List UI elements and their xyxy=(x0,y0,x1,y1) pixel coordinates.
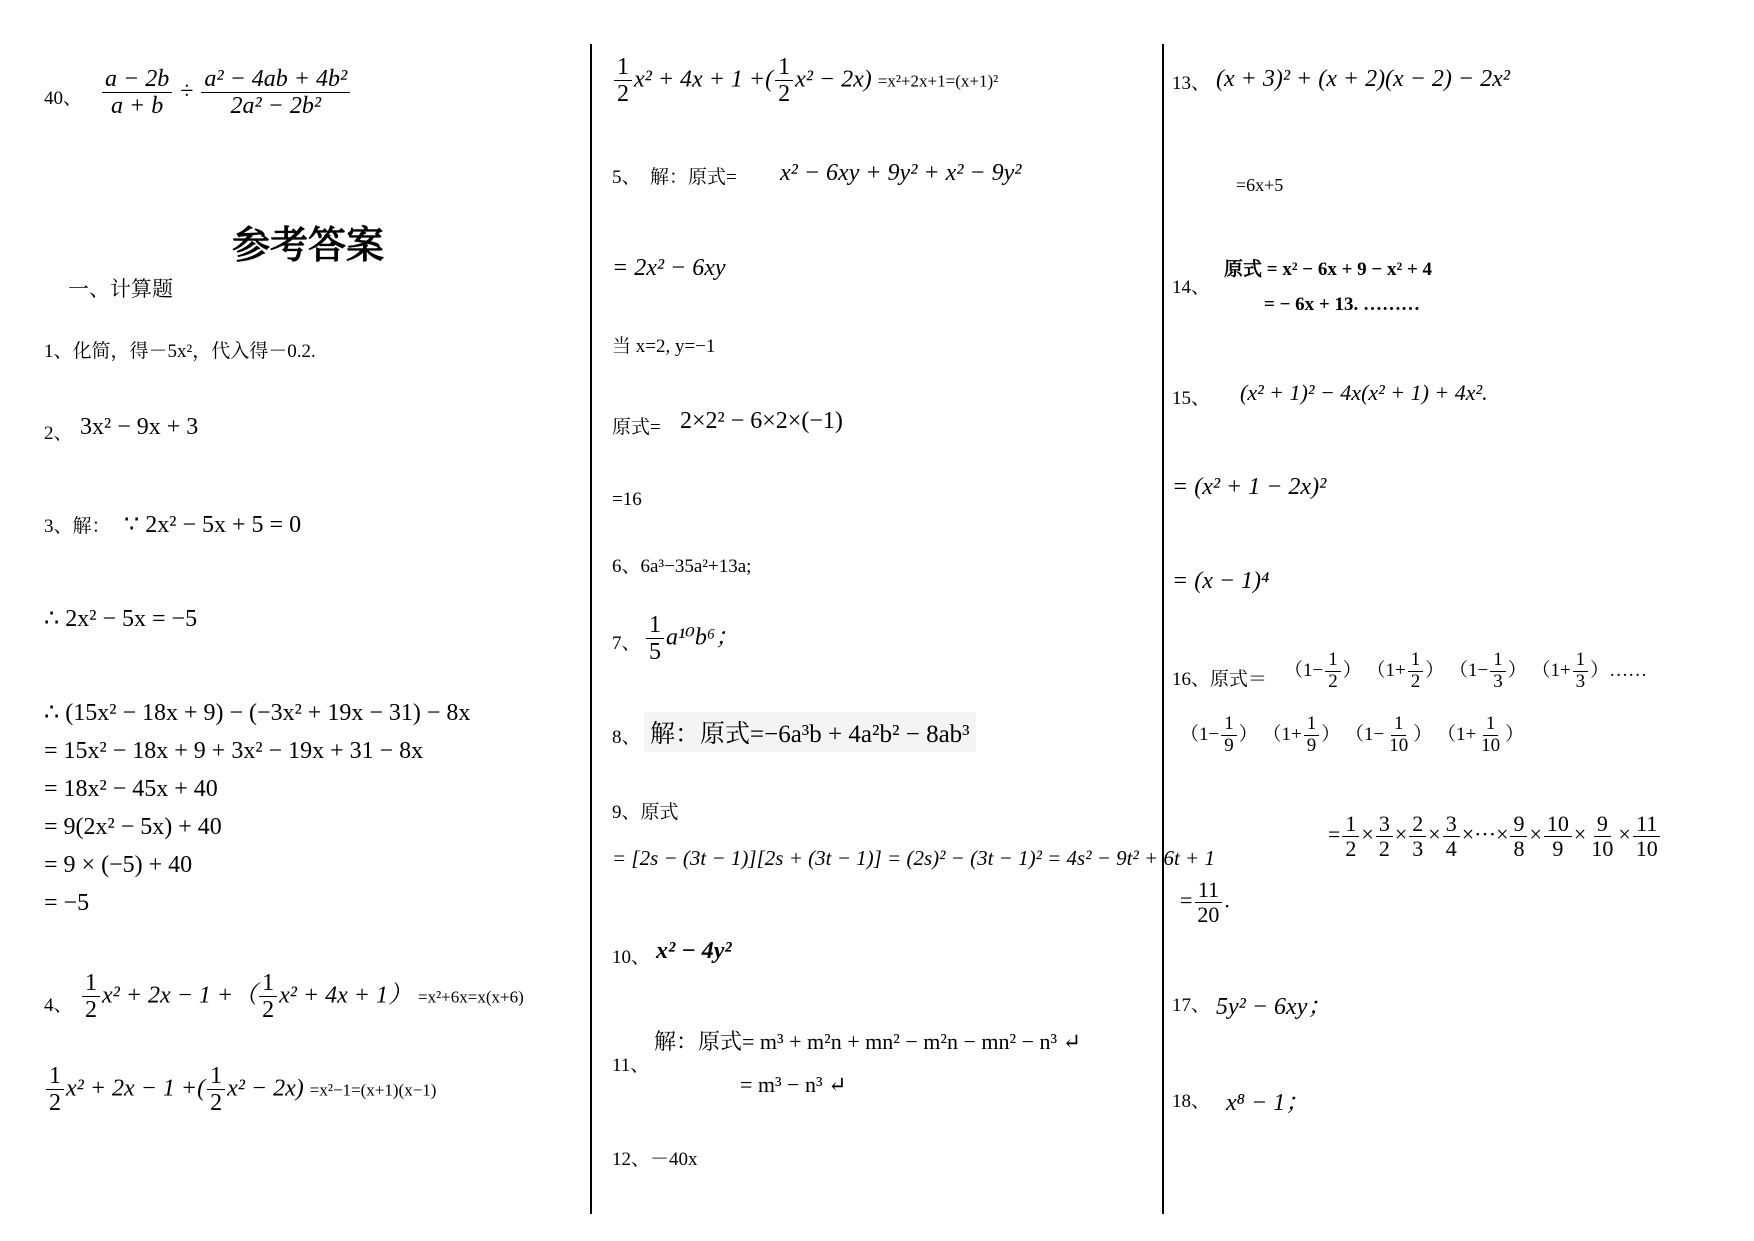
answer-7-expression: $\frac{1}{5}$ a¹⁰b⁶； xyxy=(644,612,739,666)
answer-9-label: 9、原式 xyxy=(612,802,679,823)
answer-16-result: = $\frac{11}{20}$ . xyxy=(1180,877,1230,928)
answer-5-label: 5、 解：原式= xyxy=(612,167,737,188)
factor: （1− $\frac{1}{2}$ ） xyxy=(1284,649,1362,692)
problem-40-label: 40、 xyxy=(44,88,83,109)
answer-2-expression: 3x² − 9x + 3 xyxy=(80,414,199,440)
factor: （1− $\frac{1}{10}$ ） xyxy=(1344,713,1433,756)
column-divider-1 xyxy=(590,44,592,1214)
answer-14-line2: = − 6x + 13. ……… xyxy=(1264,294,1420,315)
answer-4-line1: $\frac{1}{2}$ x² + 2x − 1 +（ $\frac{1}{2}$ x² + 4x + 1） =x²+6x=x(x+6) xyxy=(80,970,524,1024)
step-line: = 9(2x² − 5x) + 40 xyxy=(44,814,222,840)
answer-14-label: 14、 xyxy=(1172,277,1211,298)
answer-18-expression: x⁸ − 1； xyxy=(1226,1090,1310,1116)
problem-40-expression: $\frac{a - 2b}{a + b}$ ÷ $\frac{\text{a² − 4ab + 4b²}}{\text{2a² − 2b²}}$ xyxy=(100,66,352,120)
answer-10-expression: x² − 4y² xyxy=(656,938,732,964)
answer-5-substitution-label: 原式= xyxy=(612,417,661,438)
step-line: ∴ (15x² − 18x + 9) − (−3x² + 19x − 31) − 8x xyxy=(44,700,471,726)
factor: （1− $\frac{1}{9}$ ） xyxy=(1180,713,1258,756)
answer-16-row2 xyxy=(1180,714,1524,757)
step-line: = −5 xyxy=(44,890,90,916)
factor: （1− $\frac{1}{3}$ ） xyxy=(1448,649,1527,692)
step-line: = 18x² − 45x + 40 xyxy=(44,776,218,802)
answer-4-label: 4、 xyxy=(44,995,73,1016)
answer-8-expression: 解：原式=−6a³b + 4a²b² − 8ab³ xyxy=(644,712,976,752)
answer-17-expression: 5y² − 6xy； xyxy=(1216,994,1332,1020)
answer-5-expression: x² − 6xy + 9y² + x² − 9y² xyxy=(780,160,1022,186)
answer-4-line3: $\frac{1}{2}$ x² + 4x + 1 +( $\frac{1}{2}$ x² − 2x) =x²+2x+1=(x+1)² xyxy=(612,54,998,108)
factor: （1+ $\frac{1}{10}$ ） xyxy=(1436,713,1525,756)
answer-11-line1: 解：原式= m³ + m²n + mn² − m²n − mn² − n³ ↵ xyxy=(654,1029,1082,1054)
answer-11-label: 11、 xyxy=(612,1055,650,1076)
factor: （1+ $\frac{1}{2}$ ） xyxy=(1366,649,1445,692)
answer-key-title: 参考答案 xyxy=(232,225,385,267)
answer-1: 1、化简，得－5x²，代入得－0.2. xyxy=(44,341,316,362)
answer-15-label: 15、 xyxy=(1172,388,1211,409)
column-divider-2 xyxy=(1162,44,1164,1214)
answer-6: 6、6a³−35a²+13a; xyxy=(612,556,752,577)
answer-3-expression: ∵ 2x² − 5x + 5 = 0 xyxy=(124,512,302,538)
answer-3-label: 3、解： xyxy=(44,516,111,537)
answer-15-step2: = (x − 1)⁴ xyxy=(1172,568,1270,594)
answer-5-condition: 当 x=2, y=−1 xyxy=(612,336,716,357)
answer-5-line2: = 2x² − 6xy xyxy=(612,255,726,281)
answer-13-result: =6x+5 xyxy=(1236,175,1284,195)
answer-17-label: 17、 xyxy=(1172,995,1211,1016)
factor: （1+ $\frac{1}{3}$ ）…… xyxy=(1531,649,1648,692)
answer-16-product: = $\frac{1}{2}$ × $\frac{3}{2}$ × $\frac{2}{3}$ × $\frac{3}{4}$ ×···× $\frac{9}{8}$ × $\frac{10}{9}$ × $\frac{9}{10}$ × $\frac{11}{10}$ xyxy=(1328,812,1663,861)
answer-5-result: =16 xyxy=(612,489,642,510)
answer-10-label: 10、 xyxy=(612,947,651,968)
answer-13-expression: (x + 3)² + (x + 2)(x − 2) − 2x² xyxy=(1216,66,1510,92)
answer-7-label: 7、 xyxy=(612,633,641,654)
answer-15-step1: = (x² + 1 − 2x)² xyxy=(1172,474,1327,500)
answer-5-substitution: 2×2² − 6×2×(−1) xyxy=(680,408,843,434)
factor: （1+ $\frac{1}{9}$ ） xyxy=(1262,713,1341,756)
answer-13-label: 13、 xyxy=(1172,73,1211,94)
answer-16-row1 xyxy=(1284,650,1647,693)
answer-9-expression: = [2s − (3t − 1)][2s + (3t − 1)] = (2s)² − (3t − 1)² = 4s² − 9t² + 6t + 1 xyxy=(612,846,1215,870)
answer-3-steps xyxy=(44,694,470,922)
answer-4-line2: $\frac{1}{2}$ x² + 2x − 1 +( $\frac{1}{2}$ x² − 2x) =x²−1=(x+1)(x−1) xyxy=(44,1063,436,1117)
answer-16-label: 16、原式＝ xyxy=(1172,669,1268,690)
answer-18-label: 18、 xyxy=(1172,1091,1211,1112)
section-heading: 一、计算题 xyxy=(68,278,173,301)
answer-3-line2: ∴ 2x² − 5x = −5 xyxy=(44,606,198,632)
answer-2-label: 2、 xyxy=(44,423,73,444)
step-line: = 9 × (−5) + 40 xyxy=(44,852,193,878)
answer-15-expression: (x² + 1)² − 4x(x² + 1) + 4x². xyxy=(1240,380,1488,405)
answer-11-line2: = m³ − n³ ↵ xyxy=(740,1072,847,1097)
answer-8-label: 8、 xyxy=(612,727,641,748)
answer-12: 12、－40x xyxy=(612,1149,698,1170)
answer-14-line1: 原式 = x² − 6x + 9 − x² + 4 xyxy=(1224,259,1433,280)
step-line: = 15x² − 18x + 9 + 3x² − 19x + 31 − 8x xyxy=(44,738,424,764)
